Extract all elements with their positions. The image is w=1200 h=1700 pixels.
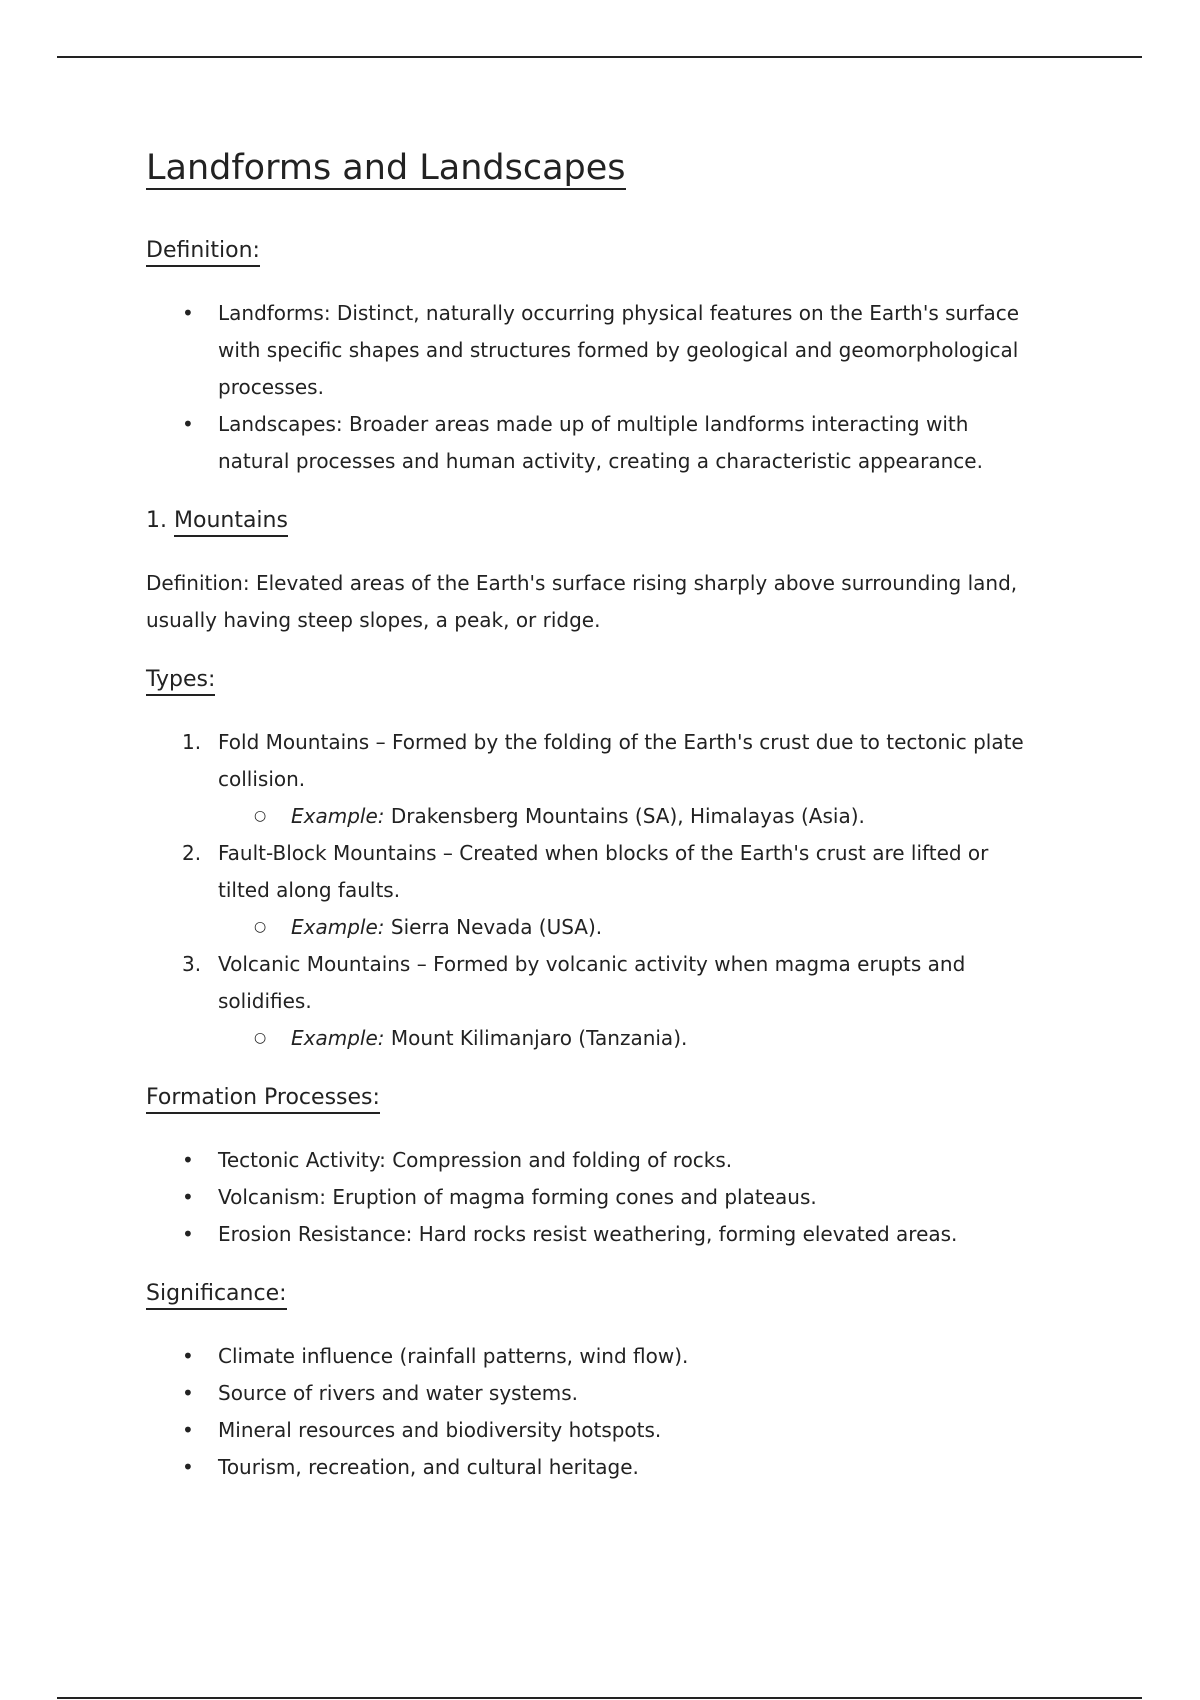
significance-rivers: Source of rivers and water systems. [218,1381,579,1405]
circle-bullet-icon: ○ [254,808,267,824]
significance-minerals: Mineral resources and biodiversity hotspots. [218,1418,662,1442]
bullet-icon: • [182,412,194,436]
item-number: 1. [182,730,202,754]
types-heading: Types: [146,666,215,696]
formation-volcanism: Volcanism: Eruption of magma forming cones and plateaus. [218,1185,817,1209]
mountains-heading-line [146,502,1046,539]
list-item [146,724,1046,835]
bullet-icon: • [182,1455,194,1479]
list-item [146,946,1046,1057]
definition-landscapes: Landscapes: Broader areas made up of multiple landforms interacting with natural processes and human activity, creating a characteristic appearance. [218,412,983,473]
example-item [218,1020,1046,1057]
circle-bullet-icon: ○ [254,1030,267,1046]
definition-heading: Definition: [146,237,260,267]
formation-tectonic: Tectonic Activity: Compression and folding of rocks. [218,1148,733,1172]
formation-erosion: Erosion Resistance: Hard rocks resist weathering, forming elevated areas. [218,1222,958,1246]
type-fault-block-mountains: Fault-Block Mountains – Created when blocks of the Earth's crust are lifted or tilted along faults. [218,841,989,902]
list-item [146,1142,1046,1179]
item-number: 2. [182,841,202,865]
types-list [146,724,1046,1057]
bullet-icon: • [182,1185,194,1209]
circle-bullet-icon: ○ [254,919,267,935]
document-body [146,148,1046,1486]
bottom-rule [57,1697,1142,1699]
definition-list [146,295,1046,480]
example-text: Drakensberg Mountains (SA), Himalayas (Asia). [384,804,865,828]
example-text: Sierra Nevada (USA). [384,915,603,939]
example-item [218,798,1046,835]
bullet-icon: • [182,1381,194,1405]
bullet-icon: • [182,1344,194,1368]
bullet-icon: • [182,1418,194,1442]
list-item [146,406,1046,480]
bullet-icon: • [182,1148,194,1172]
list-item [146,1449,1046,1486]
page-title: Landforms and Landscapes [146,148,626,188]
formation-list [146,1142,1046,1253]
bullet-icon: • [182,1222,194,1246]
significance-climate: Climate influence (rainfall patterns, wind flow). [218,1344,689,1368]
item-number: 3. [182,952,202,976]
formation-heading: Formation Processes: [146,1084,380,1114]
section-number: 1. [146,508,167,533]
bullet-icon: • [182,301,194,325]
example-label: Example: [291,915,385,939]
significance-list [146,1338,1046,1486]
top-rule [57,56,1142,58]
significance-tourism: Tourism, recreation, and cultural heritage. [218,1455,639,1479]
mountains-definition: Definition: Elevated areas of the Earth's surface rising sharply above surrounding land, usually having steep slopes, a peak, or ridge. [146,571,1018,632]
list-item [146,1216,1046,1253]
example-text: Mount Kilimanjaro (Tanzania). [384,1026,688,1050]
list-item [146,295,1046,406]
example-label: Example: [291,804,385,828]
list-item [146,1412,1046,1449]
list-item [146,1338,1046,1375]
mountains-heading: Mountains [174,507,288,537]
type-volcanic-mountains: Volcanic Mountains – Formed by volcanic activity when magma erupts and solidifies. [218,952,966,1013]
example-item [218,909,1046,946]
list-item [146,835,1046,946]
list-item [146,1179,1046,1216]
list-item [146,1375,1046,1412]
example-label: Example: [291,1026,385,1050]
type-fold-mountains: Fold Mountains – Formed by the folding of the Earth's crust due to tectonic plate collision. [218,730,1024,791]
definition-landforms: Landforms: Distinct, naturally occurring physical features on the Earth's surface with specific shapes and structures formed by geological and geomorphological processes. [218,301,1020,399]
significance-heading: Significance: [146,1280,287,1310]
